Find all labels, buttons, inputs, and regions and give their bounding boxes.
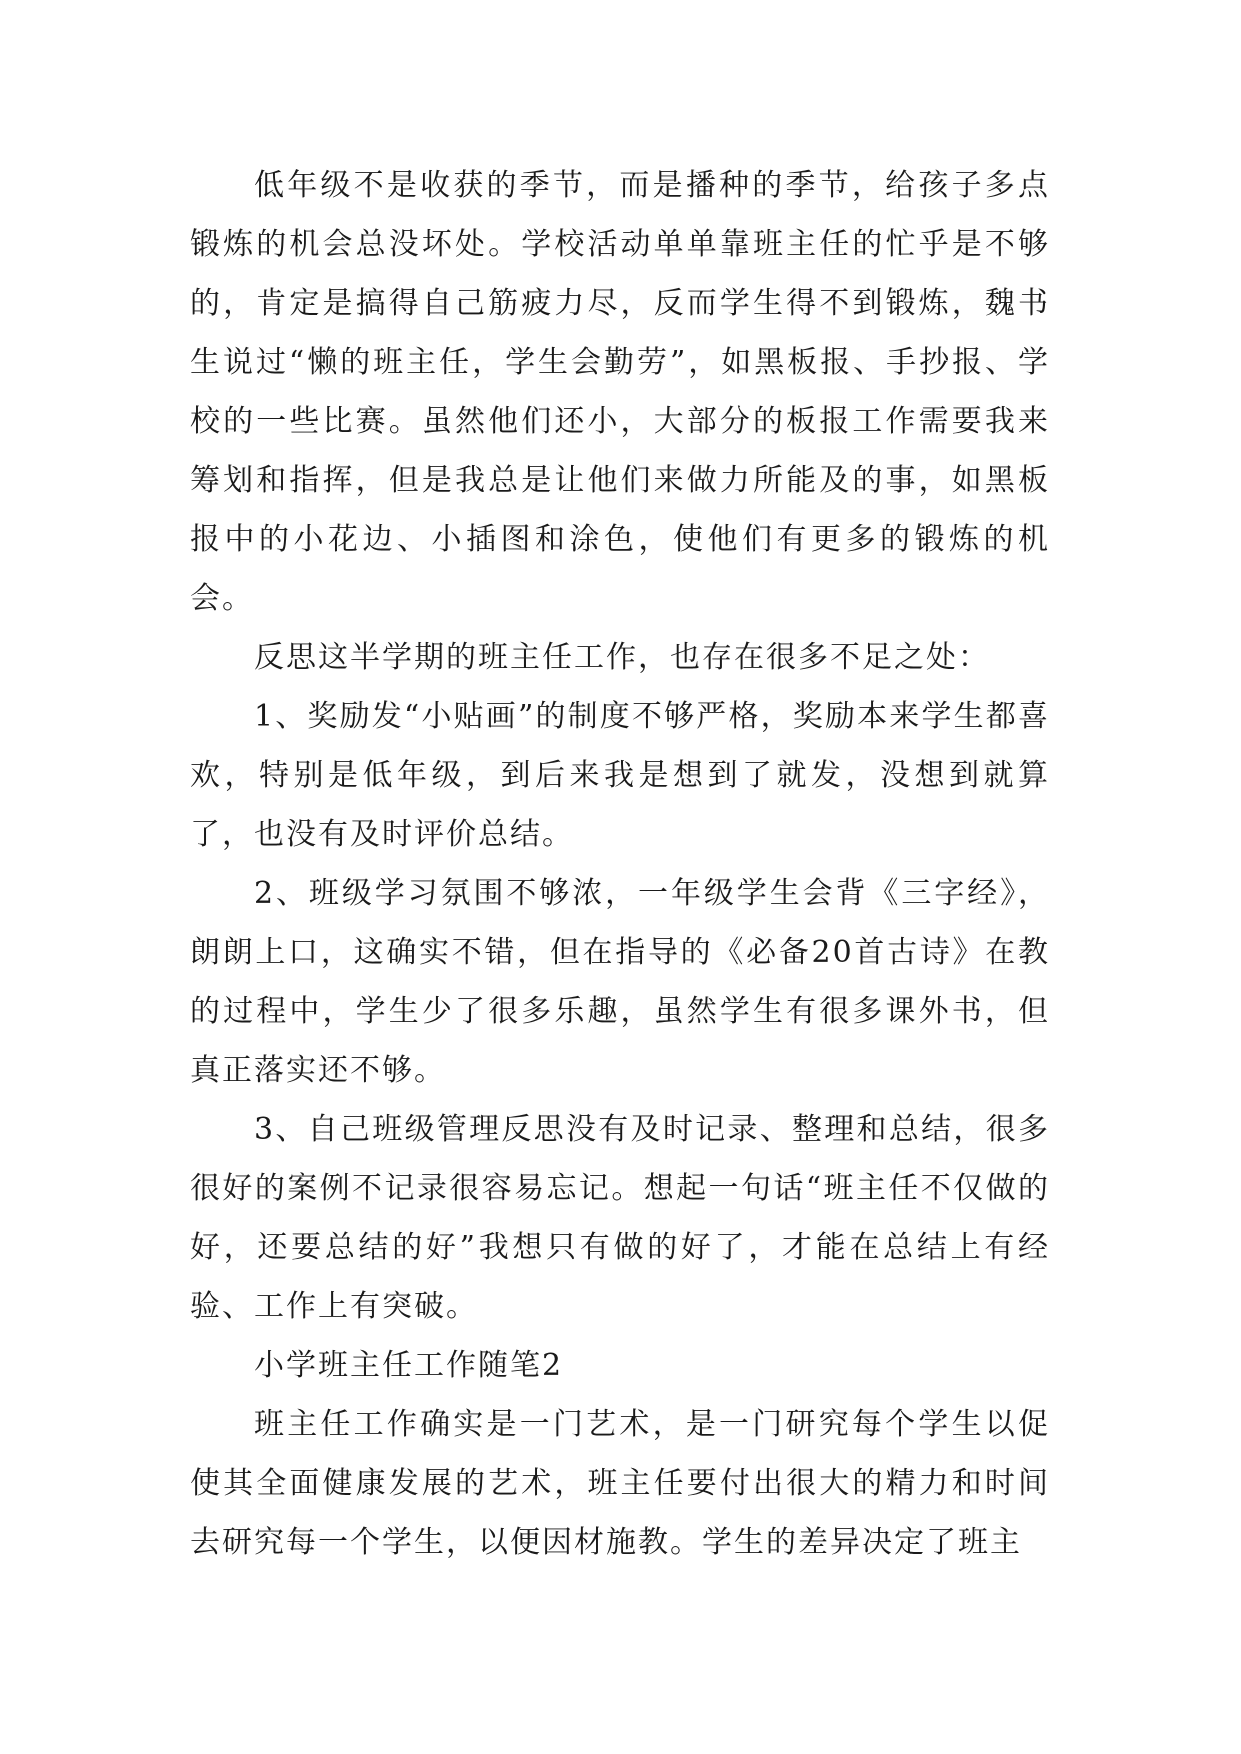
paragraph-4: 2、班级学习氛围不够浓，一年级学生会背《三字经》，朗朗上口，这确实不错，但在指导的《必备20首古诗》在教的过程中，学生少了很多乐趣，虽然学生有很多课外书，但真正落实还不够。 [190, 876, 1050, 1088]
paragraph-5: 3、自己班级管理反思没有及时记录、整理和总结，很多很好的案例不记录很容易忘记。想起一句话“班主任不仅做的好，还要总结的好”我想只有做的好了，才能在总结上有经验、工作上有突破。 [190, 1112, 1050, 1324]
document-body [190, 156, 1050, 1572]
section-heading: 小学班主任工作随笔2 [254, 1348, 564, 1383]
paragraph-2: 反思这半学期的班主任工作，也存在很多不足之处： [254, 640, 990, 675]
paragraph-3: 1、奖励发“小贴画”的制度不够严格，奖励本来学生都喜欢，特别是低年级，到后来我是想到了就发，没想到就算了，也没有及时评价总结。 [190, 699, 1050, 852]
paragraph-6: 班主任工作确实是一门艺术，是一门研究每个学生以促使其全面健康发展的艺术，班主任要付出很大的精力和时间去研究每一个学生，以便因材施教。学生的差异决定了班主 [190, 1407, 1050, 1560]
paragraph-1: 低年级不是收获的季节，而是播种的季节，给孩子多点锻炼的机会总没坏处。学校活动单单靠班主任的忙乎是不够的，肯定是搞得自己筋疲力尽，反而学生得不到锻炼，魏书生说过“懒的班主任，学生会勤劳”，如黑板报、手抄报、学校的一些比赛。虽然他们还小，大部分的板报工作需要我来筹划和指挥，但是我总是让他们来做力所能及的事，如黑板报中的小花边、小插图和涂色，使他们有更多的锻炼的机会。 [190, 168, 1050, 616]
